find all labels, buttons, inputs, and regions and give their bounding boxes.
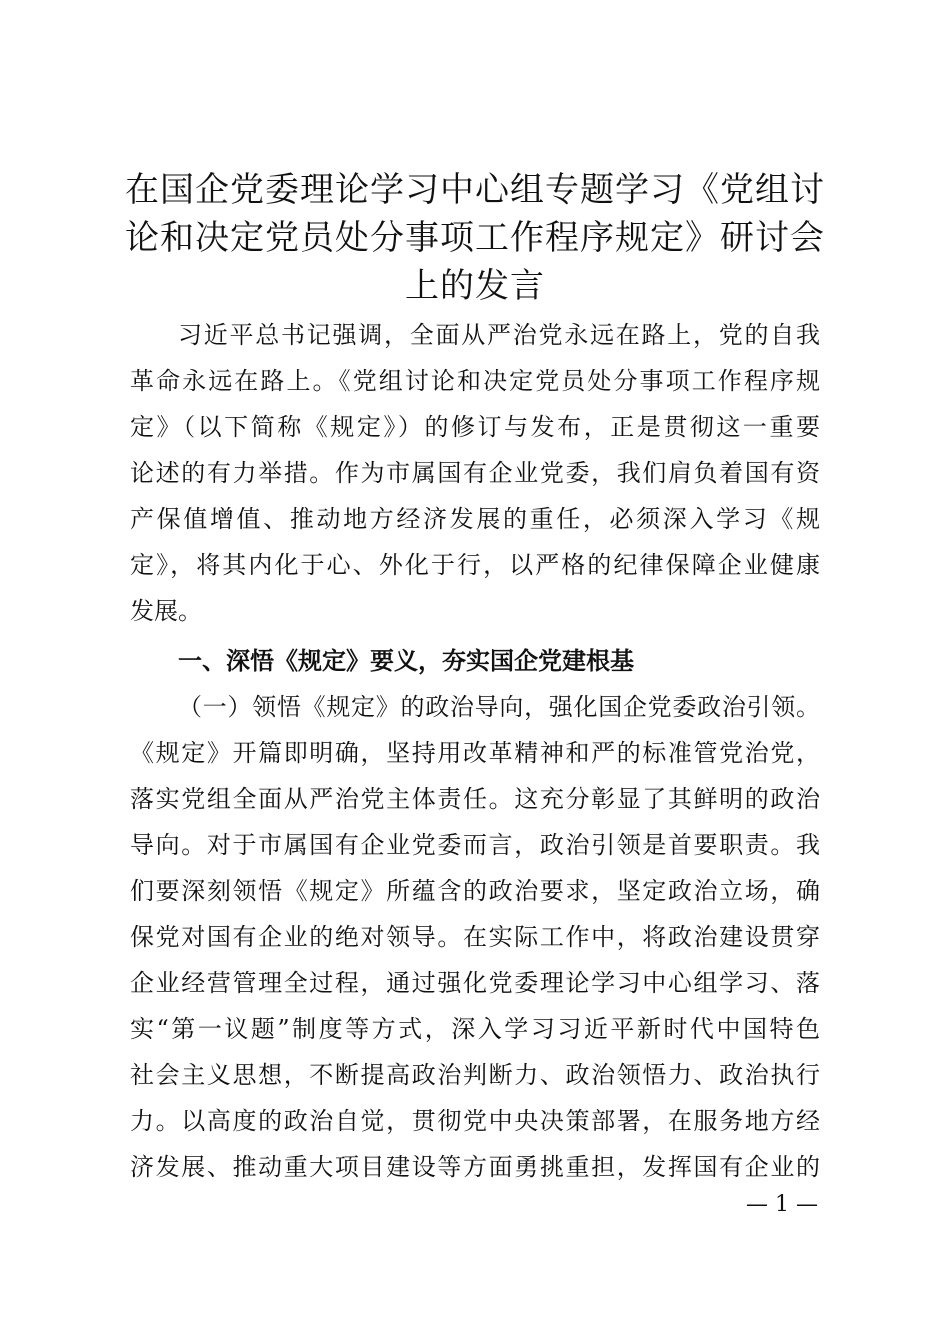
document-body: [130, 312, 820, 1190]
intro-paragraph: [130, 312, 820, 634]
title-line: 上的发言: [405, 266, 545, 306]
section-heading: 一、深悟《规定》要义，夯实国企党建根基: [178, 647, 634, 675]
text-line: 导向。对于市属国有企业党委而言，政治引领是首要职责。我: [130, 831, 820, 859]
text-line: 实“第一议题”制度等方式，深入学习习近平新时代中国特色: [130, 1015, 820, 1043]
text-line: 定》（以下简称《规定》）的修订与发布，正是贯彻这一重要: [130, 413, 820, 441]
text-line: 发展。: [130, 597, 202, 625]
text-line: 保党对国有企业的绝对领导。在实际工作中，将政治建设贯穿: [130, 923, 820, 951]
text-line: 论述的有力举措。作为市属国有企业党委，我们肩负着国有资: [130, 459, 820, 487]
text-line: 革命永远在路上。《党组讨论和决定党员处分事项工作程序规: [130, 367, 820, 395]
text-line: 力。以高度的政治自觉，贯彻党中央决策部署，在服务地方经: [130, 1107, 820, 1135]
text-line: 《规定》开篇即明确，坚持用改革精神和严的标准管党治党，: [130, 739, 820, 767]
text-line: 产保值增值、推动地方经济发展的重任，必须深入学习《规: [130, 505, 820, 533]
text-line: 定》，将其内化于心、外化于行，以严格的纪律保障企业健康: [130, 551, 820, 579]
text-line: 企业经营管理全过程，通过强化党委理论学习中心组学习、落: [130, 969, 820, 997]
text-line: 社会主义思想，不断提高政治判断力、政治领悟力、政治执行: [130, 1061, 820, 1089]
text-line: 习近平总书记强调，全面从严治党永远在路上，党的自我: [178, 321, 820, 349]
text-line: 们要深刻领悟《规定》所蕴含的政治要求，坚定政治立场，确: [130, 877, 820, 905]
title-line: 论和决定党员处分事项工作程序规定》研讨会: [125, 218, 825, 258]
page-number: — 1 —: [746, 1192, 818, 1217]
document-title: [110, 166, 840, 310]
text-line: 济发展、推动重大项目建设等方面勇挑重担，发挥国有企业的: [130, 1153, 820, 1181]
text-line: 落实党组全面从严治党主体责任。这充分彰显了其鲜明的政治: [130, 785, 820, 813]
title-line: 在国企党委理论学习中心组专题学习《党组讨: [125, 170, 825, 210]
section-paragraph: [130, 684, 820, 1190]
text-line: （一）领悟《规定》的政治导向，强化国企党委政治引领。: [178, 693, 820, 721]
